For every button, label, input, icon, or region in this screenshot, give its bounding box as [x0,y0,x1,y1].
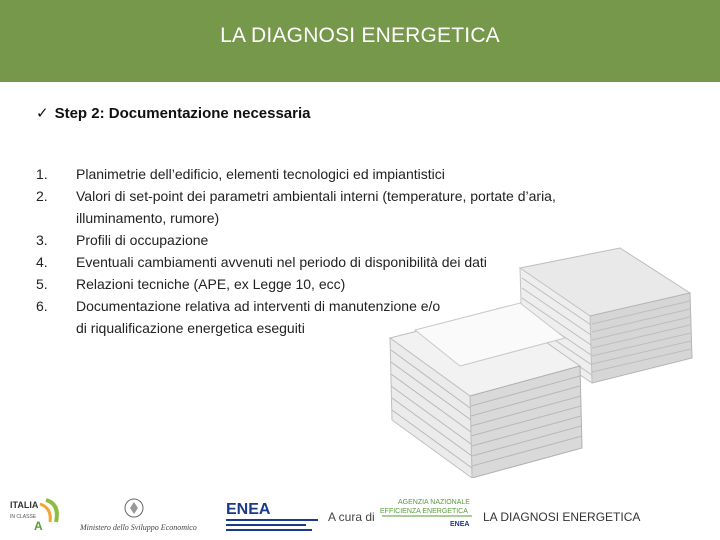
paper-stack-front [390,303,582,478]
list-text-line: Documentazione relativa ad interventi di manutenzione e/o [76,298,441,314]
footer-title: LA DIAGNOSI ENERGETICA [483,510,641,524]
list-item [36,185,676,229]
italia-logo-subtext: IN CLASSE [10,514,37,520]
step-label: Step 2: Documentazione necessaria [54,105,311,122]
list-item [36,163,676,185]
list-text-line: di riqualificazione energetica eseguiti [76,320,305,336]
list-number: 1. [36,166,48,182]
italia-in-classe-a-logo [8,494,70,534]
check-icon: ✓ [36,105,49,122]
list-text-line: Planimetrie dell’edificio, elementi tecnologici ed impiantistici [76,166,445,182]
list-text-line: Valori di set-point dei parametri ambientali interni (temperature, portate d’aria, [76,188,556,204]
list-number: 2. [36,188,48,204]
agenzia-efficienza-energetica-logo [380,496,476,532]
list-text-line: Profili di occupazione [76,232,209,248]
agenzia-logo-line1: AGENZIA NAZIONALE [398,499,470,506]
list-number: 6. [36,298,48,314]
enea-logo [222,496,322,534]
italia-logo-text: ITALIA [10,500,39,510]
page-title: LA DIAGNOSI ENERGETICA [220,24,500,47]
list-text-line: Relazioni tecniche (APE, ex Legge 10, ecc) [76,276,346,292]
list-number: 5. [36,276,48,292]
list-number: 4. [36,254,48,270]
mise-logo-text: Ministero dello Sviluppo Economico [80,523,197,532]
paper-stacks-illustration [370,238,700,478]
agenzia-logo-enea: ENEA [450,521,470,528]
step-heading [36,104,311,122]
header-bar [0,0,720,82]
agenzia-logo-line2: EFFICIENZA ENERGETICA [380,508,468,515]
mise-logo [78,496,218,534]
list-text [76,163,676,185]
list-text-line: Eventuali cambiamenti avvenuti nel periodo di disponibilità dei dati [76,254,487,270]
footer-cura-text: A cura di [328,510,375,524]
enea-logo-text: ENEA [226,501,271,518]
italia-logo-letter: A [34,519,43,533]
list-text-line: illuminamento, rumore) [76,210,220,226]
list-number: 3. [36,232,48,248]
list-text [76,185,676,229]
